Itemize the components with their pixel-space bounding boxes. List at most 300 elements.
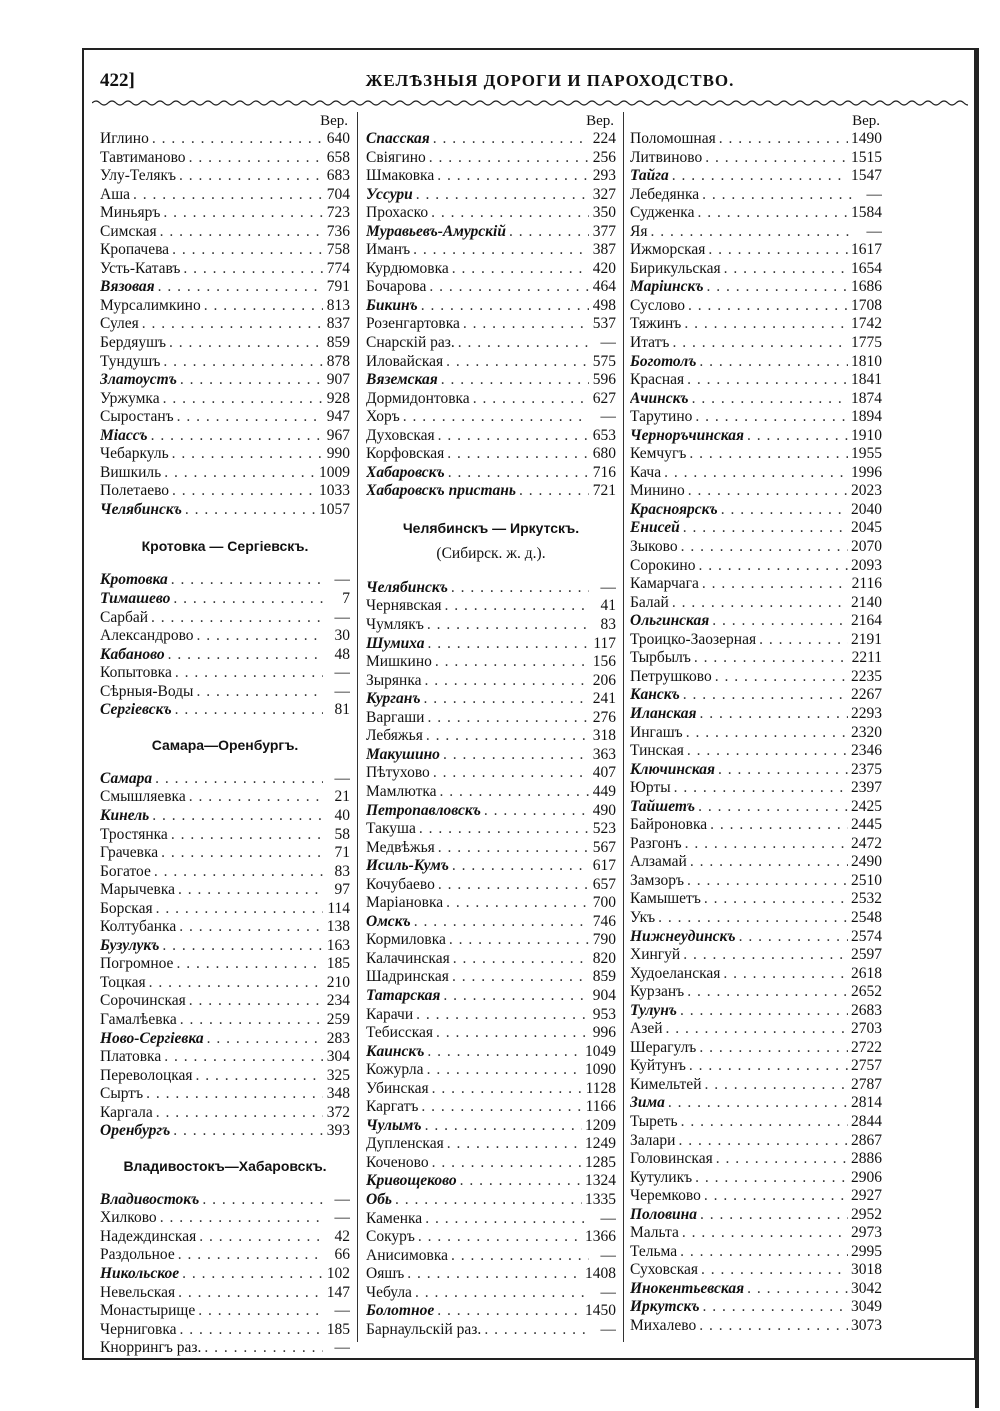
distance-value: 723 xyxy=(326,204,350,222)
station-row xyxy=(366,709,616,728)
distance-value: 1874 xyxy=(851,389,882,407)
dot-leader xyxy=(680,1002,848,1021)
station-row xyxy=(630,835,882,854)
station-row xyxy=(100,482,350,501)
distance-value: 790 xyxy=(592,931,616,949)
station-name: Калачинская xyxy=(366,949,450,967)
dot-leader xyxy=(710,816,848,835)
dot-leader xyxy=(178,1246,323,1265)
station-name: Куйтунъ xyxy=(630,1057,686,1075)
dot-leader xyxy=(418,1228,582,1247)
distance-value: 774 xyxy=(326,259,350,277)
station-name: Азей xyxy=(630,1020,663,1038)
station-row xyxy=(366,1006,616,1025)
station-row xyxy=(366,746,616,765)
distance-value: 1810 xyxy=(851,352,882,370)
station-name: Лебяжья xyxy=(366,727,423,745)
distance-value: 48 xyxy=(334,645,350,663)
dot-leader xyxy=(427,1061,582,1080)
station-row xyxy=(100,863,350,882)
station-name: Хилково xyxy=(100,1209,157,1227)
station-row xyxy=(100,445,350,464)
station-row xyxy=(100,918,350,937)
station-name: Тундушъ xyxy=(100,352,161,370)
dot-leader xyxy=(172,482,316,501)
station-row xyxy=(630,149,882,168)
station-row xyxy=(630,1132,882,1151)
dot-leader xyxy=(164,1048,323,1067)
station-name: Петрушково xyxy=(630,667,712,685)
station-row xyxy=(366,820,616,839)
dot-leader xyxy=(681,538,848,557)
distance-value: 42 xyxy=(334,1227,350,1245)
station-row xyxy=(630,928,882,947)
distance-value: 537 xyxy=(592,315,616,333)
distance-value: 1090 xyxy=(585,1061,616,1079)
station-name: Ижморская xyxy=(630,241,706,259)
dot-leader xyxy=(407,1265,582,1284)
distance-value: — xyxy=(334,571,350,589)
station-name: Хоръ xyxy=(366,408,400,426)
dot-leader xyxy=(680,1243,848,1262)
station-name: Исиль-Кумъ xyxy=(366,857,449,875)
dot-leader xyxy=(436,1024,589,1043)
station-name: Сергіевскъ xyxy=(100,701,172,719)
distance-value: 147 xyxy=(326,1283,350,1301)
station-row xyxy=(366,427,616,446)
dot-leader xyxy=(427,616,589,635)
station-row xyxy=(630,464,882,483)
station-name: Шерагулъ xyxy=(630,1038,697,1056)
dot-leader xyxy=(198,1302,323,1321)
station-name: Красная xyxy=(630,371,685,389)
station-name: Петропавловскъ xyxy=(366,801,481,819)
station-row xyxy=(100,204,350,223)
station-name: Раздольное xyxy=(100,1246,175,1264)
distance-value: 1955 xyxy=(851,445,882,463)
station-name: Иманъ xyxy=(366,241,411,259)
station-name: Тоцкая xyxy=(100,973,146,991)
distance-value: 2548 xyxy=(851,908,882,926)
station-name: Симская xyxy=(100,222,157,240)
station-row xyxy=(366,597,616,616)
station-row xyxy=(366,616,616,635)
dot-leader xyxy=(699,705,848,724)
station-name: Болотное xyxy=(366,1302,435,1320)
station-name: Ольгинская xyxy=(630,612,710,630)
station-name: Никольское xyxy=(100,1264,180,1282)
distance-value: 1166 xyxy=(585,1098,616,1116)
station-row xyxy=(366,186,616,205)
station-name: Кормиловка xyxy=(366,931,446,949)
dot-leader xyxy=(424,690,589,709)
station-name: Снарскій раз. xyxy=(366,334,455,352)
station-row xyxy=(630,909,882,928)
distance-value: 2267 xyxy=(851,686,882,704)
station-row xyxy=(366,1024,616,1043)
distance-value: 293 xyxy=(592,167,616,185)
distance-value: 83 xyxy=(334,862,350,880)
station-name: Мишкино xyxy=(366,653,432,671)
dot-leader xyxy=(429,278,589,297)
dot-leader xyxy=(438,876,589,895)
station-name: Тулунъ xyxy=(630,1001,677,1019)
station-row xyxy=(630,390,882,409)
station-row xyxy=(366,445,616,464)
station-name: Укъ xyxy=(630,908,656,926)
station-name: Смышляевка xyxy=(100,788,186,806)
dot-leader xyxy=(414,913,589,932)
distance-value: 1285 xyxy=(585,1153,616,1171)
dot-leader xyxy=(425,672,589,691)
station-row xyxy=(366,1117,616,1136)
station-name: Медвѣжья xyxy=(366,838,435,856)
station-name: Шумиха xyxy=(366,634,425,652)
station-name: Камарчага xyxy=(630,575,699,593)
station-row xyxy=(366,1228,616,1247)
station-name: Ояшъ xyxy=(366,1265,405,1283)
distance-value: 66 xyxy=(334,1246,350,1264)
station-name: Разгонъ xyxy=(630,834,682,852)
station-name: Курдюмовка xyxy=(366,259,449,277)
dot-leader xyxy=(438,427,589,446)
distance-value: 640 xyxy=(326,130,350,147)
station-row xyxy=(100,844,350,863)
column-unit-header: Вер. xyxy=(586,113,614,129)
station-name: Сорочинская xyxy=(100,992,186,1010)
distance-value: 2235 xyxy=(851,667,882,685)
distance-value: 1547 xyxy=(851,167,882,185)
station-row xyxy=(630,612,882,631)
station-name: Сарбай xyxy=(100,608,149,626)
distance-value: 210 xyxy=(326,973,350,991)
section-subheading: (Сибирск. ж. д.). xyxy=(436,544,546,562)
section-heading: Самара—Оренбургъ. xyxy=(151,736,299,753)
dot-leader xyxy=(431,204,589,223)
column-unit-header: Вер. xyxy=(852,113,880,129)
dot-leader xyxy=(683,686,848,705)
station-row xyxy=(630,965,882,984)
station-row xyxy=(630,575,882,594)
station-row xyxy=(366,1154,616,1173)
station-row xyxy=(366,727,616,746)
distance-value: 2927 xyxy=(851,1187,882,1205)
dot-leader xyxy=(458,334,589,353)
distance-value: — xyxy=(866,185,882,203)
station-row xyxy=(366,353,616,372)
dot-leader xyxy=(747,427,848,446)
station-name: Тайга xyxy=(630,167,669,185)
station-row xyxy=(366,1247,616,1266)
station-row xyxy=(630,816,882,835)
distance-value: 2787 xyxy=(851,1075,882,1093)
distance-value: — xyxy=(334,1209,350,1227)
station-row xyxy=(630,1094,882,1113)
dot-leader xyxy=(415,1284,589,1303)
station-row xyxy=(100,1104,350,1123)
station-name: Бочарова xyxy=(366,278,427,296)
station-row xyxy=(100,297,350,316)
distance-value: 1515 xyxy=(851,148,882,166)
dot-leader xyxy=(690,853,848,872)
station-name: Оренбургъ xyxy=(100,1122,171,1140)
distance-value: 1708 xyxy=(851,296,882,314)
dot-leader xyxy=(162,937,323,956)
dot-leader xyxy=(163,390,323,409)
distance-value: 117 xyxy=(593,634,616,652)
dot-leader xyxy=(185,501,316,520)
distance-value: 1128 xyxy=(585,1079,616,1097)
station-name: Чулымъ xyxy=(366,1116,422,1134)
distance-value: — xyxy=(600,1246,616,1264)
station-row xyxy=(366,1210,616,1229)
station-row xyxy=(366,223,616,242)
distance-value: 575 xyxy=(592,352,616,370)
distance-value: 97 xyxy=(334,881,350,899)
distance-value: 700 xyxy=(592,894,616,912)
station-name: Уссури xyxy=(366,185,413,203)
station-row xyxy=(100,1209,350,1228)
station-row xyxy=(630,668,882,687)
station-row xyxy=(366,931,616,950)
station-name: Улу-Телякъ xyxy=(100,167,177,185)
station-row xyxy=(100,590,350,609)
station-row xyxy=(100,149,350,168)
dot-leader xyxy=(672,334,848,353)
distance-value: 2618 xyxy=(851,964,882,982)
station-name: Худоеланская xyxy=(630,964,721,982)
station-row xyxy=(630,427,882,446)
station-name: Нижнеудинскъ xyxy=(630,927,736,945)
dot-leader xyxy=(155,770,323,789)
station-name: Боготолъ xyxy=(630,352,697,370)
distance-value: 996 xyxy=(592,1024,616,1042)
dot-leader xyxy=(695,408,848,427)
dot-leader xyxy=(427,635,589,654)
station-row xyxy=(630,167,882,186)
station-name: Михалево xyxy=(630,1317,697,1334)
station-name: Тельма xyxy=(630,1242,678,1260)
distance-value: 1450 xyxy=(585,1302,616,1320)
station-row xyxy=(366,241,616,260)
station-row xyxy=(100,900,350,919)
station-row xyxy=(100,278,350,297)
distance-value: 2597 xyxy=(851,946,882,964)
station-name: Сокуръ xyxy=(366,1228,415,1246)
dot-leader xyxy=(204,297,323,316)
distance-value: 2293 xyxy=(851,704,882,722)
station-name: Челябинскъ xyxy=(366,578,448,596)
dot-leader xyxy=(708,241,848,260)
dot-leader xyxy=(484,802,589,821)
distance-value: 907 xyxy=(326,371,350,389)
station-row xyxy=(100,130,350,149)
dot-leader xyxy=(443,987,589,1006)
station-row xyxy=(630,1002,882,1021)
distance-value: 276 xyxy=(592,708,616,726)
dot-leader xyxy=(151,427,323,446)
distance-value: 1209 xyxy=(585,1116,616,1134)
station-name: Убинская xyxy=(366,1079,429,1097)
station-row xyxy=(630,519,882,538)
distance-value: 658 xyxy=(326,148,350,166)
distance-value: 350 xyxy=(592,204,616,222)
distance-value: 627 xyxy=(592,389,616,407)
station-name: Чебаркуль xyxy=(100,445,169,463)
dot-leader xyxy=(180,1321,323,1340)
station-name: Копытовка xyxy=(100,664,172,682)
distance-value: 2886 xyxy=(851,1150,882,1168)
distance-value: 2490 xyxy=(851,853,882,871)
station-row xyxy=(630,353,882,372)
station-name: Каинскъ xyxy=(366,1042,425,1060)
station-row xyxy=(366,635,616,654)
station-name: Пѣтухово xyxy=(366,764,430,782)
distance-value: 234 xyxy=(326,992,350,1010)
frame-right-rule xyxy=(975,48,979,1408)
station-name: Мальта xyxy=(630,1224,679,1242)
station-row xyxy=(630,1169,882,1188)
dot-leader xyxy=(702,186,855,205)
station-name: Мамлютка xyxy=(366,782,437,800)
dot-leader xyxy=(719,130,848,149)
station-name: Зима xyxy=(630,1094,665,1112)
dot-leader xyxy=(164,464,316,483)
distance-value: 758 xyxy=(326,241,350,259)
station-name: Ачинскъ xyxy=(630,389,689,407)
distance-value: 318 xyxy=(592,727,616,745)
station-name: Аша xyxy=(100,185,131,203)
station-name: Тыреть xyxy=(630,1112,678,1130)
station-row xyxy=(100,1339,350,1358)
distance-value: 81 xyxy=(334,701,350,719)
station-row xyxy=(100,223,350,242)
station-row xyxy=(366,464,616,483)
dot-leader xyxy=(440,783,589,802)
distance-value: 325 xyxy=(326,1066,350,1084)
distance-value: 953 xyxy=(592,1005,616,1023)
station-row xyxy=(630,1113,882,1132)
distance-value: 2703 xyxy=(851,1020,882,1038)
distance-value: 30 xyxy=(334,627,350,645)
station-name: Алзамай xyxy=(630,853,687,871)
distance-value: 1742 xyxy=(851,315,882,333)
dot-leader xyxy=(180,371,323,390)
distance-value: — xyxy=(334,664,350,682)
station-row xyxy=(100,241,350,260)
station-row xyxy=(100,571,350,590)
station-row xyxy=(100,770,350,789)
distance-value: 2093 xyxy=(851,556,882,574)
dot-leader xyxy=(421,1098,582,1117)
dot-leader xyxy=(189,992,323,1011)
station-name: Минино xyxy=(630,482,685,500)
distance-value: 490 xyxy=(592,801,616,819)
station-row xyxy=(630,1224,882,1243)
station-row xyxy=(630,742,882,761)
dot-leader xyxy=(142,315,323,334)
station-name: Каргатъ xyxy=(366,1098,419,1116)
station-row xyxy=(366,278,616,297)
distance-value: 928 xyxy=(326,389,350,407)
station-row xyxy=(366,260,616,279)
distance-value: 21 xyxy=(334,788,350,806)
station-row xyxy=(630,1317,882,1336)
station-row xyxy=(630,204,882,223)
station-list xyxy=(100,571,350,719)
page-header xyxy=(100,70,960,100)
station-row xyxy=(630,983,882,1002)
station-row xyxy=(100,1302,350,1321)
distance-value: 377 xyxy=(592,222,616,240)
station-row xyxy=(630,371,882,390)
dot-leader xyxy=(705,149,848,168)
distance-value: 2844 xyxy=(851,1112,882,1130)
station-name: Карачи xyxy=(366,1005,414,1023)
station-name: Вязовая xyxy=(100,278,155,296)
station-row xyxy=(366,371,616,390)
dot-leader xyxy=(689,1057,848,1076)
station-row xyxy=(366,482,616,501)
station-row xyxy=(366,913,616,932)
dot-leader xyxy=(196,1067,323,1086)
station-name: Погромное xyxy=(100,955,174,973)
dot-leader xyxy=(152,130,323,149)
station-row xyxy=(630,761,882,780)
distance-value: 683 xyxy=(326,167,350,185)
station-row xyxy=(630,1243,882,1262)
page-number: 422] xyxy=(100,70,135,91)
dot-leader xyxy=(451,1247,589,1266)
distance-value: — xyxy=(334,1302,350,1320)
dot-leader xyxy=(437,1302,582,1321)
station-name: Сулея xyxy=(100,315,139,333)
distance-value: 163 xyxy=(326,936,350,954)
distance-value: 2191 xyxy=(851,630,882,648)
station-name: Шмаковка xyxy=(366,167,435,185)
station-row xyxy=(366,130,616,149)
dot-leader xyxy=(699,1317,848,1336)
distance-value: 2532 xyxy=(851,890,882,908)
station-name: Хингуй xyxy=(630,946,681,964)
distance-value: 1996 xyxy=(851,463,882,481)
station-name: Юрты xyxy=(630,779,671,797)
station-list xyxy=(366,579,616,1339)
dot-leader xyxy=(703,1298,848,1317)
station-list xyxy=(100,1191,350,1358)
dot-leader xyxy=(688,482,848,501)
dot-leader xyxy=(197,627,323,646)
distance-value: 3073 xyxy=(851,1317,882,1334)
dot-leader xyxy=(721,501,848,520)
station-name: Чебула xyxy=(366,1283,412,1301)
station-row xyxy=(630,1298,882,1317)
dot-leader xyxy=(448,464,589,483)
station-name: Варгаши xyxy=(366,708,425,726)
dot-leader xyxy=(429,149,589,168)
station-row xyxy=(100,992,350,1011)
station-name: Бикинъ xyxy=(366,296,418,314)
station-name: Шадринская xyxy=(366,968,449,986)
dot-leader xyxy=(724,260,848,279)
station-row xyxy=(630,686,882,705)
distance-value: 1617 xyxy=(851,241,882,259)
dot-leader xyxy=(133,186,323,205)
distance-value: 878 xyxy=(326,352,350,370)
dot-leader xyxy=(171,571,323,590)
station-row xyxy=(100,683,350,702)
distance-value: 2867 xyxy=(851,1131,882,1149)
